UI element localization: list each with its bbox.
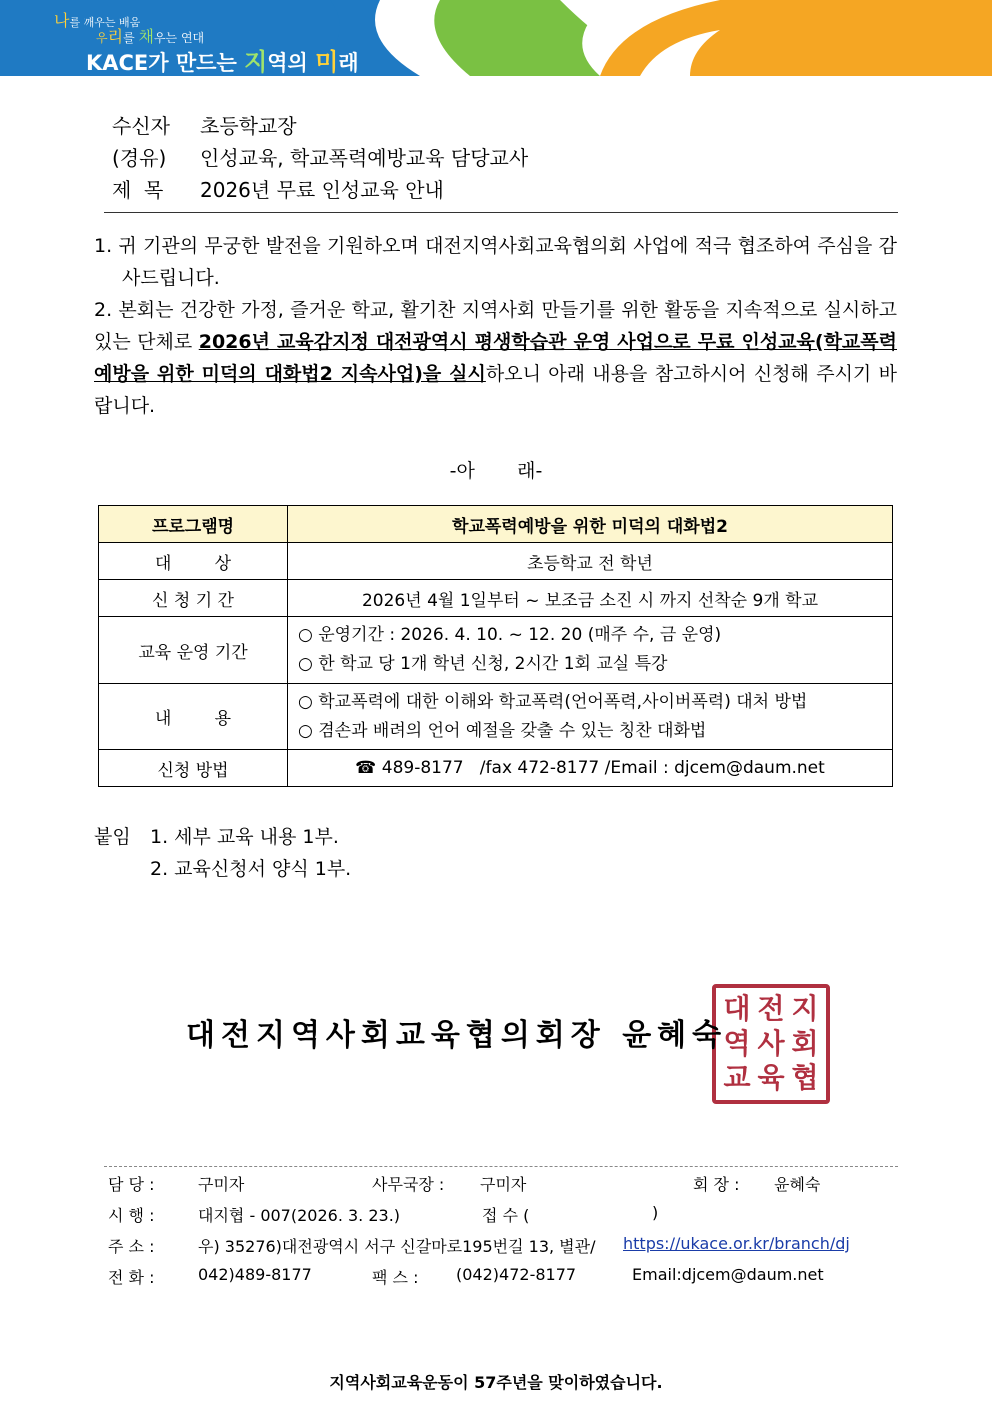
list-item: ○ 한 학교 당 1개 학년 신청, 2시간 1회 교실 특강 (298, 654, 668, 674)
header-banner (0, 0, 992, 76)
via-value: 인성교육, 학교폭력예방교육 담당교사 (200, 146, 529, 170)
table-row: 교육 운영 기간 ○ 운영기간 : 2026. 4. 10. ~ 12. 20 (매주 수, 금 운영) ○ 한 학교 당 1개 학년 신청, 2시간 1회 교실 특강 (99, 617, 893, 684)
issuer-name: 대전지역사회교육협의회장 윤혜숙 (186, 1018, 728, 1053)
president-name: 윤혜숙 (774, 1175, 821, 1194)
slogan-main: KACE가 만드는 지역의 미래 (86, 48, 359, 76)
via-label: (경유) (112, 146, 167, 170)
subject-value: 2026년 무료 인성교육 안내 (200, 178, 444, 202)
program-table (98, 505, 893, 787)
address: 우) 35276)대전광역시 서구 신갈마로195번길 13, 별관/ (198, 1237, 596, 1256)
phone-number: 042)489-8177 (198, 1265, 312, 1284)
table-row: 대 상 초등학교 전 학년 (99, 543, 893, 580)
slogan-line-1: 나를 깨우는 배움 (54, 11, 141, 30)
website-link[interactable]: https://ukace.or.kr/branch/dj (623, 1234, 850, 1253)
slogan-line-2: 우리를 채우는 연대 (96, 27, 205, 46)
list-item: ○ 운영기간 : 2026. 4. 10. ~ 12. 20 (매주 수, 금 운영) (298, 625, 722, 645)
table-row: 내 용 ○ 학교폭력에 대한 이해와 학교폭력(언어폭력,사이버폭력) 대처 방법 ○ 겸손과 배려의 언어 예절을 갖출 수 있는 칭찬 대화법 (99, 684, 893, 750)
header-divider (104, 212, 898, 213)
table-row: 신 청 기 간 2026년 4월 1일부터 ~ 보조금 소진 시 까지 선착순 9개 학교 (99, 580, 893, 617)
attachment-item-1: 1. 세부 교육 내용 1부. (150, 826, 339, 848)
fax-number: (042)472-8177 (456, 1265, 577, 1284)
recipient-label: 수신자 (112, 114, 170, 138)
anniversary-note: 지역사회교육운동이 57주년을 맞이하였습니다. (329, 1373, 663, 1392)
emphasis-text: 2026년 교육감지정 대전광역시 평생학습관 운영 사업으로 무료 인성교육(학교폭력예방을 위한 미덕의 대화법2 지속사업)을 실시 (94, 331, 897, 385)
table-row: 신청 방법 ☎ 489-8177 /fax 472-8177 /Email : djcem@daum.net (99, 750, 893, 787)
issue-number: 대지협 - 007(2026. 3. 23.) (198, 1206, 401, 1225)
paragraph-2: 2. 본회는 건강한 가정, 즐거운 학교, 활기찬 지역사회 만들기를 위한 활동을 지속적으로 실시하고 있는 단체로 2026년 교육감지정 대전광역시 평생학습관 운영 사업으로 무료 인성교육(학교폭력예방을 위한 미덕의 대화법2 지속사업)을 실시하오니 아래 내용을 참고하시어 신청해 주시기 바랍니다. (94, 299, 897, 417)
official-seal: 대 전 지 역 사 회 교 육 협 (712, 984, 830, 1104)
below-heading: -아 래- (449, 460, 543, 482)
subject-row (112, 174, 444, 203)
table-header-row (99, 506, 893, 543)
table-header-value: 학교폭력예방을 위한 미덕의 대화법2 (288, 506, 893, 543)
email-address: Email:djcem@daum.net (632, 1265, 824, 1284)
subject-label: 제 목 (112, 178, 164, 202)
list-item: ○ 학교폭력에 대한 이해와 학교폭력(언어폭력,사이버폭력) 대처 방법 (298, 691, 808, 712)
attachment-item-2: 2. 교육신청서 양식 1부. (150, 858, 352, 880)
recipient-value: 초등학교장 (200, 114, 297, 138)
paragraph-1: 1. 귀 기관의 무궁한 발전을 기원하오며 대전지역사회교육협의회 사업에 적극 협조하여 주심을 감사드립니다. (94, 235, 897, 289)
manager-name: 구미자 (198, 1175, 245, 1194)
via-row (112, 142, 528, 171)
table-header-label: 프로그램명 (99, 506, 288, 543)
footer-divider (104, 1166, 898, 1167)
secretary-name: 구미자 (480, 1175, 527, 1194)
attachments-label: 붙임 (94, 826, 131, 848)
recipient-row (112, 110, 297, 139)
list-item: ○ 겸손과 배려의 언어 예절을 갖출 수 있는 칭찬 대화법 (298, 720, 707, 741)
